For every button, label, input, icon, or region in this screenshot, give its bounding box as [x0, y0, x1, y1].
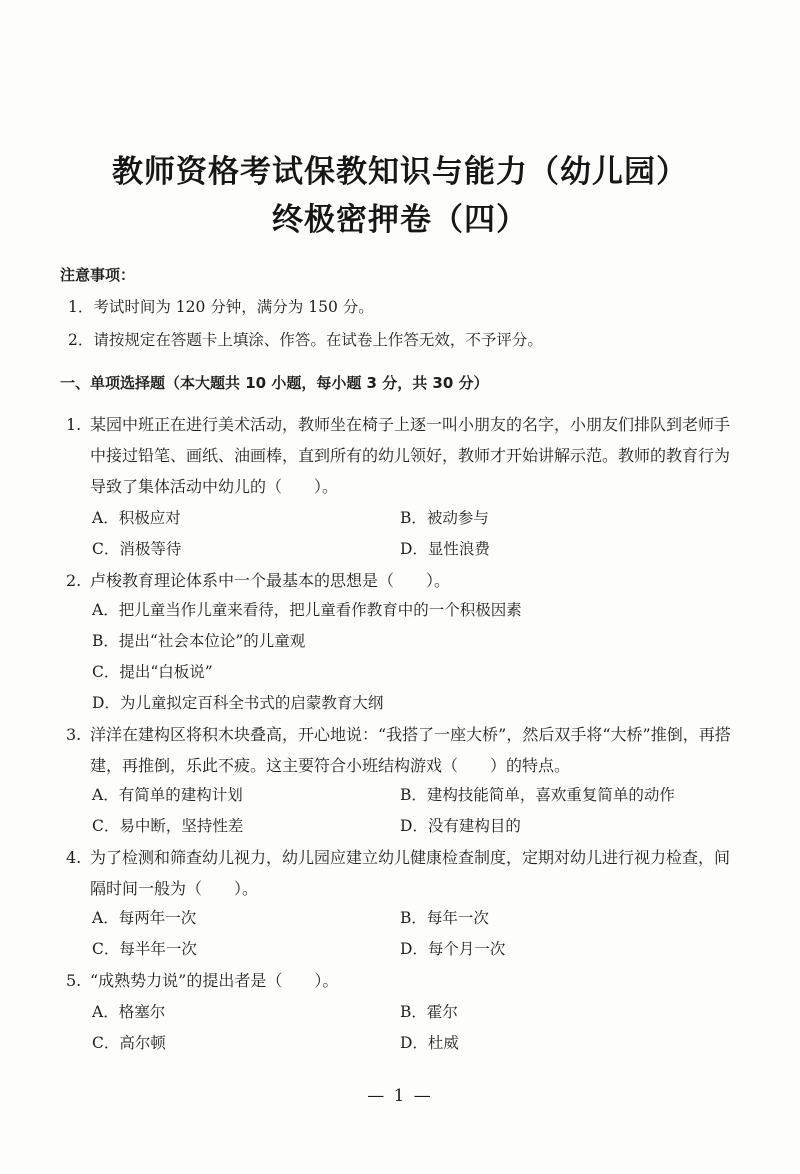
- option-b: B．每年一次: [400, 909, 489, 927]
- question-number: 5.: [66, 971, 82, 990]
- note-item: 2．请按规定在答题卡上填涂、作答。在试卷上作答无效，不予评分。: [68, 331, 543, 349]
- paper-title: 教师资格考试保教知识与能力（幼儿园）: [112, 154, 688, 190]
- option-d: D．杜威: [400, 1034, 459, 1052]
- option-c: C．高尔顿: [92, 1034, 166, 1052]
- question-3: [66, 719, 736, 781]
- question-stem: 洋洋在建构区将积木块叠高，开心地说：“我搭了一座大桥”，然后双手将“大桥”推倒，再搭建，再推倒，乐此不疲。这主要符合小班结构游戏（ ）的特点。: [90, 725, 731, 775]
- question-stem: 为了检测和筛查幼儿视力，幼儿园应建立幼儿健康检查制度，定期对幼儿进行视力检查，间隔时间一般为（ ）。: [90, 848, 731, 898]
- question-4: [66, 842, 736, 904]
- question-2: [66, 565, 736, 596]
- option-a: A．积极应对: [92, 509, 181, 527]
- option-c: C．提出“白板说”: [92, 663, 213, 681]
- option-d: D．没有建构目的: [400, 817, 521, 835]
- question-stem: 某园中班正在进行美术活动，教师坐在椅子上逐一叫小朋友的名字，小朋友们排队到老师手中接过铅笔、画纸、油画棒，直到所有的幼儿领好，教师才开始讲解示范。教师的教育行为导致了集体活动中幼儿的（ ）。: [90, 415, 731, 496]
- option-d: D．显性浪费: [400, 540, 490, 558]
- option-c: C．易中断，坚持性差: [92, 817, 244, 835]
- option-a: A．把儿童当作儿童来看待，把儿童看作教育中的一个积极因素: [92, 601, 522, 619]
- option-c: C．消极等待: [92, 540, 182, 558]
- page-number: — 1 —: [367, 1086, 433, 1106]
- option-d: D．每个月一次: [400, 940, 506, 958]
- question-number: 2.: [66, 571, 82, 590]
- option-b: B．提出“社会本位论”的儿童观: [92, 632, 306, 650]
- question-5: [66, 965, 736, 996]
- option-b: B．霍尔: [400, 1003, 458, 1021]
- option-c: C．每半年一次: [92, 940, 197, 958]
- question-1: [66, 409, 736, 502]
- question-number: 3.: [66, 725, 82, 744]
- option-b: B．建构技能简单，喜欢重复简单的动作: [400, 786, 675, 804]
- question-number: 4.: [66, 848, 82, 867]
- option-d: D．为儿童拟定百科全书式的启蒙教育大纲: [92, 694, 384, 712]
- option-a: A．每两年一次: [92, 909, 197, 927]
- note-item: 1．考试时间为 120 分钟，满分为 150 分。: [68, 298, 374, 316]
- option-a: A．有简单的建构计划: [92, 786, 243, 804]
- paper-subtitle: 终极密押卷（四）: [272, 202, 528, 238]
- question-stem: “成熟势力说”的提出者是（ ）。: [90, 971, 339, 990]
- notes-heading: 注意事项：: [60, 266, 136, 284]
- section-heading: 一、单项选择题（本大题共 10 小题，每小题 3 分，共 30 分）: [60, 374, 489, 392]
- question-stem: 卢梭教育理论体系中一个最基本的思想是（ ）。: [90, 571, 451, 590]
- question-number: 1.: [66, 415, 82, 434]
- option-b: B．被动参与: [400, 509, 489, 527]
- option-a: A．格塞尔: [92, 1003, 166, 1021]
